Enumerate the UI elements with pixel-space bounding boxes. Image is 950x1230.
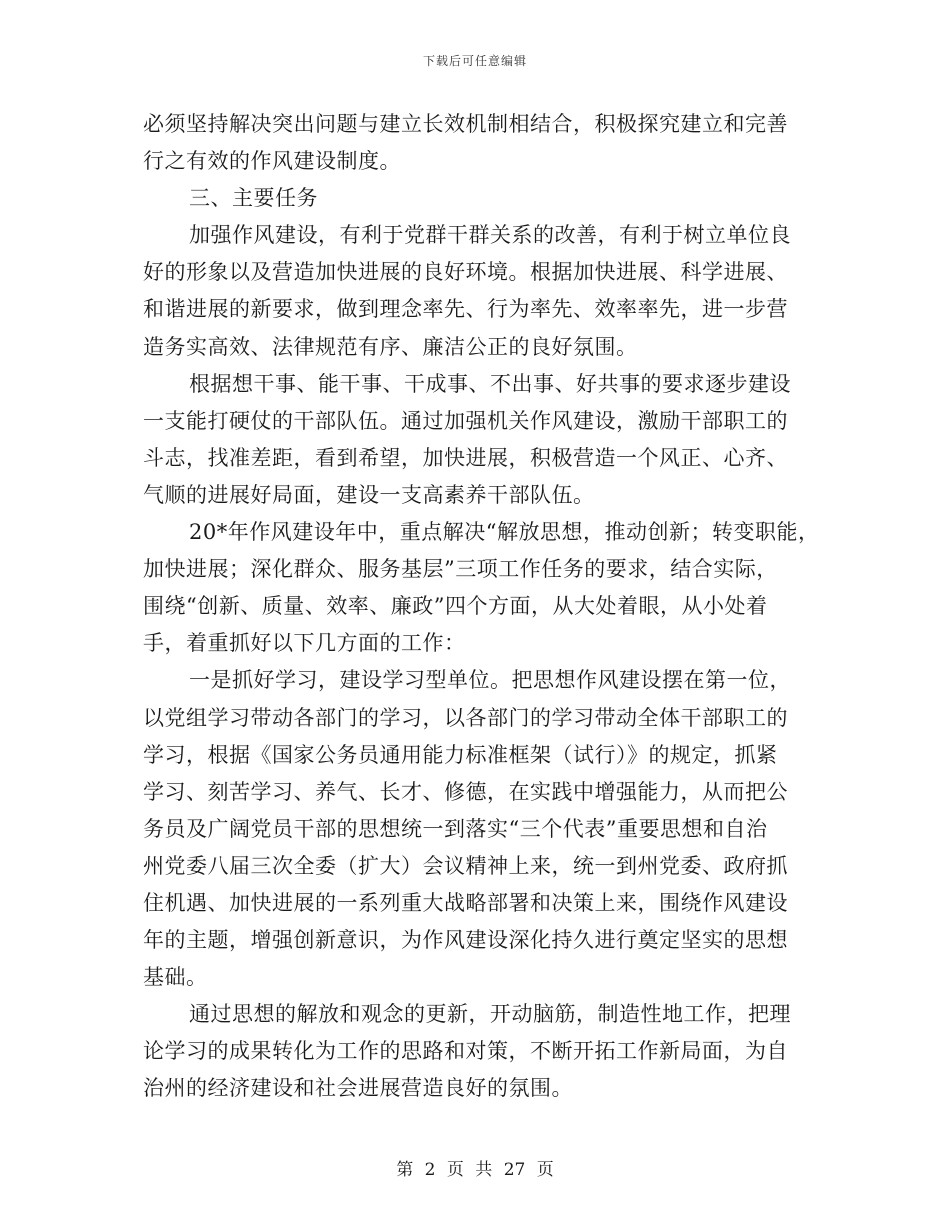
paragraph: [143, 366, 833, 514]
text-line: 行之有效的作风建设制度。: [143, 149, 401, 174]
paragraph: [143, 514, 833, 662]
text-line: 通过思想的解放和观念的更新，开动脑筋，制造性地工作，把理: [189, 1002, 791, 1027]
text-line: 基础。: [143, 965, 208, 990]
text-line: 三、主要任务: [189, 186, 318, 211]
text-line: 斗志，找准差距，看到希望，加快进展，积极营造一个风正、心齐、: [143, 445, 788, 470]
text-line: 和谐进展的新要求，做到理念率先、行为率先、效率率先，进一步营: [143, 297, 788, 322]
text-line: 气顺的进展好局面，建设一支高素养干部队伍。: [143, 482, 595, 507]
text-line: 20*年作风建设年中，重点解决“解放思想，推动创新；转变职能，: [189, 520, 820, 545]
paragraph: [143, 106, 833, 180]
text-line: 学习，根据《国家公务员通用能力标准框架（试行）》的规定，抓紧: [143, 742, 778, 767]
text-line: 务员及广阔党员干部的思想统一到落实“三个代表”重要思想和自治: [143, 816, 768, 841]
text-line: 围绕“创新、质量、效率、廉政”四个方面，从大处着眼，从小处着: [143, 594, 768, 619]
page-header: 下载后可任意编辑: [422, 54, 527, 68]
text-line: 加快进展；深化群众、服务基层”三项工作任务的要求，结合实际，: [143, 557, 778, 582]
text-line: 治州的经济建设和社会进展营造良好的氛围。: [143, 1076, 573, 1101]
text-line: 住机遇、加快进展的一系列重大战略部署和决策上来，围绕作风建设: [143, 890, 788, 915]
paragraph: [143, 662, 833, 996]
text-line: 根据想干事、能干事、干成事、不出事、好共事的要求逐步建设: [189, 371, 791, 396]
text-line: 论学习的成果转化为工作的思路和对策，不断开拓工作新局面，为自: [143, 1039, 788, 1064]
text-line: 手，着重抓好以下几方面的工作：: [143, 631, 466, 656]
paragraph: [143, 217, 833, 365]
text-line: 学习、刻苦学习、养气、长才、修德，在实践中增强能力，从而把公: [143, 779, 788, 804]
page-number: 第 2 页 共 27 页: [396, 1160, 554, 1180]
text-line: 好的形象以及营造加快进展的良好环境。根据加快进展、科学进展、: [143, 260, 788, 285]
paragraph: [143, 180, 833, 217]
text-line: 必须坚持解决突出问题与建立长效机制相结合，积极探究建立和完善: [143, 112, 788, 136]
text-line: 以党组学习带动各部门的学习，以各部门的学习带动全体干部职工的: [143, 705, 788, 730]
text-line: 州党委八届三次全委（扩大）会议精神上来，统一到州党委、政府抓: [143, 853, 788, 878]
document-body: [143, 106, 833, 1108]
paragraph: [143, 996, 833, 1107]
text-line: 加强作风建设，有利于党群干群关系的改善，有利于树立单位良: [189, 223, 791, 248]
text-line: 造务实高效、法律规范有序、廉洁公正的良好氛围。: [143, 334, 638, 359]
text-line: 一是抓好学习，建设学习型单位。把思想作风建设摆在第一位，: [189, 668, 791, 693]
text-line: 一支能打硬仗的干部队伍。通过加强机关作风建设，激励干部职工的: [143, 408, 788, 433]
text-line: 年的主题，增强创新意识，为作风建设深化持久进行奠定坚实的思想: [143, 928, 788, 953]
